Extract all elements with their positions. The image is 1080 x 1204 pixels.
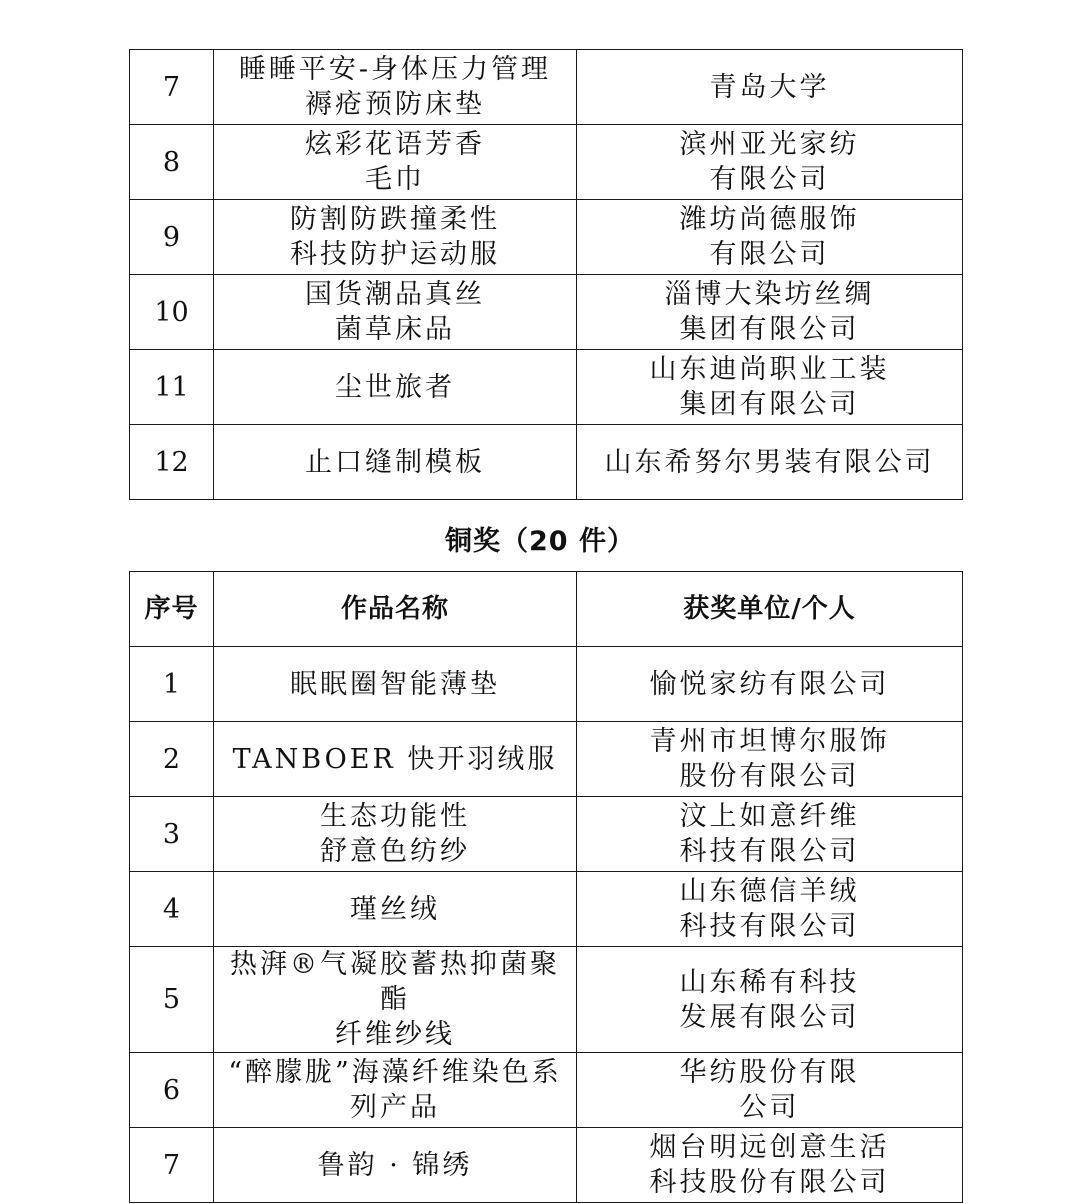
award-unit: 山东稀有科技 发展有限公司	[577, 947, 963, 1053]
table-row	[130, 350, 963, 425]
award-unit: 烟台明远创意生活 科技股份有限公司	[577, 1128, 963, 1203]
bronze-award-table	[129, 571, 963, 1203]
bronze-award-heading: 铜奖（20 件）	[445, 526, 635, 557]
row-number: 10	[130, 275, 214, 350]
award-unit: 滨州亚光家纺 有限公司	[577, 125, 963, 200]
award-unit: 华纺股份有限 公司	[577, 1053, 963, 1128]
award-unit: 淄博大染坊丝绸 集团有限公司	[577, 275, 963, 350]
table-row	[130, 125, 963, 200]
table-row	[130, 1053, 963, 1128]
row-number: 3	[130, 797, 214, 872]
row-number: 1	[130, 647, 214, 722]
award-unit: 山东希努尔男装有限公司	[577, 425, 963, 500]
table-row	[130, 50, 963, 125]
row-number: 5	[130, 947, 214, 1053]
table-row	[130, 647, 963, 722]
award-unit: 愉悦家纺有限公司	[577, 647, 963, 722]
row-number: 4	[130, 872, 214, 947]
row-number: 6	[130, 1053, 214, 1128]
work-name: 瑾丝绒	[214, 872, 577, 947]
row-number: 11	[130, 350, 214, 425]
award-unit: 潍坊尚德服饰 有限公司	[577, 200, 963, 275]
table-header-row	[130, 572, 963, 647]
row-number: 12	[130, 425, 214, 500]
table-row	[130, 947, 963, 1053]
work-name: 止口缝制模板	[214, 425, 577, 500]
row-number: 2	[130, 722, 214, 797]
work-name: 睡睡平安-身体压力管理 褥疮预防床垫	[214, 50, 577, 125]
row-number: 7	[130, 50, 214, 125]
award-unit: 山东德信羊绒 科技有限公司	[577, 872, 963, 947]
work-name: 国货潮品真丝 菌草床品	[214, 275, 577, 350]
work-name: 眠眠圈智能薄垫	[214, 647, 577, 722]
table-row	[130, 425, 963, 500]
table-row	[130, 200, 963, 275]
header-work-name: 作品名称	[214, 572, 577, 647]
award-unit: 青岛大学	[577, 50, 963, 125]
header-number: 序号	[130, 572, 214, 647]
work-name: “醉朦胧”海藻纤维染色系 列产品	[214, 1053, 577, 1128]
work-name: 热湃®气凝胶蓄热抑菌聚酯 纤维纱线	[214, 947, 577, 1053]
silver-award-table	[129, 49, 963, 500]
header-award-unit: 获奖单位/个人	[577, 572, 963, 647]
row-number: 7	[130, 1128, 214, 1203]
row-number: 8	[130, 125, 214, 200]
work-name: 防割防跌撞柔性 科技防护运动服	[214, 200, 577, 275]
table-row	[130, 722, 963, 797]
work-name: 炫彩花语芳香 毛巾	[214, 125, 577, 200]
award-unit: 山东迪尚职业工装 集团有限公司	[577, 350, 963, 425]
work-name: 鲁韵 · 锦绣	[214, 1128, 577, 1203]
table-row	[130, 797, 963, 872]
work-name: TANBOER 快开羽绒服	[214, 722, 577, 797]
work-name: 生态功能性 舒意色纺纱	[214, 797, 577, 872]
table-row	[130, 1128, 963, 1203]
row-number: 9	[130, 200, 214, 275]
table-row	[130, 872, 963, 947]
table-row	[130, 275, 963, 350]
award-unit: 青州市坦博尔服饰 股份有限公司	[577, 722, 963, 797]
award-unit: 汶上如意纤维 科技有限公司	[577, 797, 963, 872]
work-name: 尘世旅者	[214, 350, 577, 425]
